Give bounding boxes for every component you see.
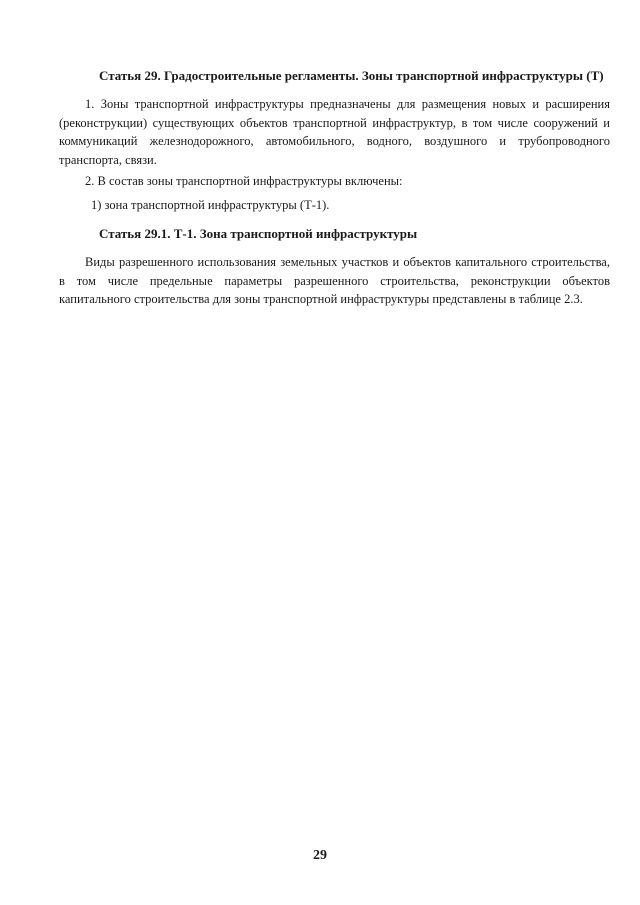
article-29-list-item-1: 1) зона транспортной инфраструктуры (Т-1). <box>91 198 330 212</box>
page-number: 29 <box>313 848 327 863</box>
article-29-paragraph-2: 2. В состав зоны транспортной инфраструктуры включены: <box>85 174 403 188</box>
article-29-1-paragraph-1: Виды разрешенного использования земельных участков и объектов капитального строительства, в том числе предельные параметры разрешенного строительства, реконструкции объектов капитального строительства для зоны транспортной инфраструктуры представлены в таблице 2.3. <box>59 255 610 306</box>
article-29-paragraph-1: 1. Зоны транспортной инфраструктуры предназначены для размещения новых и расширения (реконструкции) существующих объектов транспортной инфраструктур, в том числе сооружений и коммуникаций железнодорожного, автомобильного, водного, воздушного и трубопроводного транспорта, связи. <box>59 97 610 167</box>
article-29-1-heading: Статья 29.1. Т-1. Зона транспортной инфраструктуры <box>99 226 418 241</box>
article-29-heading: Статья 29. Градостроительные регламенты. Зоны транспортной инфраструктуры (Т) <box>99 68 604 83</box>
